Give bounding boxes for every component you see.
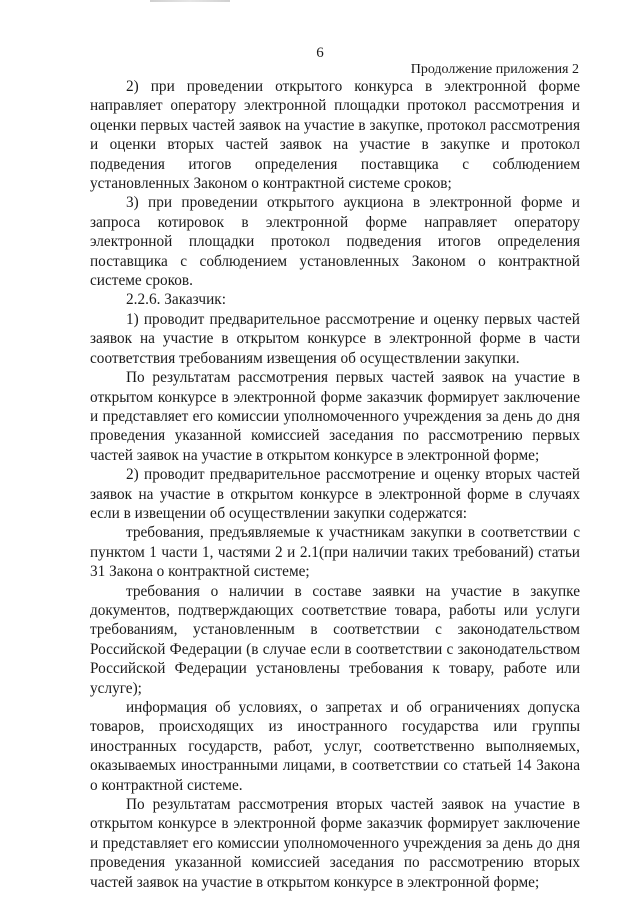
paragraph-foreign-goods-info: информация об условиях, о запретах и об ограничениях допуска товаров, происходящих из иностранного государства или группы иностранных государств, работ, услуг, соответственно выполняемых, оказываемых иностранными лицами, в соответствии со статьей 14 Закона о контрактной системе. — [90, 699, 580, 794]
page-number: 6 — [316, 45, 324, 61]
paragraph-item-2: 2) при проведении открытого конкурса в электронной форме направляет оператору электронной площадки протокол рассмотрения и оценки первых частей заявок на участие в закупке, протокол рассмотрения и оценки вторых частей заявок на участие в закупке и протокол подведения итогов определения поставщика с соблюдением установленных Законом о контрактной системе сроков; — [90, 78, 580, 193]
document-body — [90, 77, 580, 892]
scan-artifact — [150, 0, 230, 2]
paragraph-first-parts-conclusion: По результатам рассмотрения первых частей заявок на участие в открытом конкурсе в электронной форме заказчик формирует заключение и представляет его комиссии уполномоченного учреждения за день до дня проведения указанной комиссией заседания по рассмотрению первых частей заявок на участие в открытом конкурсе в электронной форме; — [90, 369, 580, 464]
paragraph-second-parts-conclusion: По результатам рассмотрения вторых частей заявок на участие в открытом конкурсе в электронной форме заказчик формирует заключение и представляет его комиссии уполномоченного учреждения за день до дня проведения указанной комиссией заседания по рассмотрению вторых частей заявок на участие в открытом конкурсе в электронной форме; — [90, 796, 580, 891]
paragraph-requirements-documents: требования о наличии в составе заявки на участие в закупке документов, подтверждающих соответствие товара, работы или услуги требованиям, установленным в соответствии с законодательством Российской Федерации (в случае если в соответствии с законодательством Российской Федерации установлены требования к товару, работе или услуге); — [90, 582, 580, 697]
section-heading-2-2-6: 2.2.6. Заказчик: — [126, 291, 226, 309]
paragraph-customer-item-1: 1) проводит предварительное рассмотрение и оценку первых частей заявок на участие в открытом конкурсе в электронной форме в части соответствия требованиям извещения об осуществлении закупки. — [90, 310, 580, 367]
appendix-continuation-note: Продолжение приложения 2 — [410, 62, 579, 77]
paragraph-item-3: 3) при проведении открытого аукциона в электронной форме и запроса котировок в электронной форме направляет оператору электронной площадки протокол подведения итогов определения поставщика с соблюдением установленных Законом о контрактной системе сроков. — [90, 194, 580, 290]
paragraph-customer-item-2: 2) проводит предварительное рассмотрение и оценку вторых частей заявок на участие в открытом конкурсе в электронной форме в случаях если в извещении об осуществлении закупки содержатся: — [90, 466, 580, 522]
paragraph-requirements-participants: требования, предъявляемые к участникам закупки в соответствии с пунктом 1 части 1, частями 2 и 2.1(при наличии таких требований) статьи 31 Закона о контрактной системе; — [90, 524, 580, 581]
